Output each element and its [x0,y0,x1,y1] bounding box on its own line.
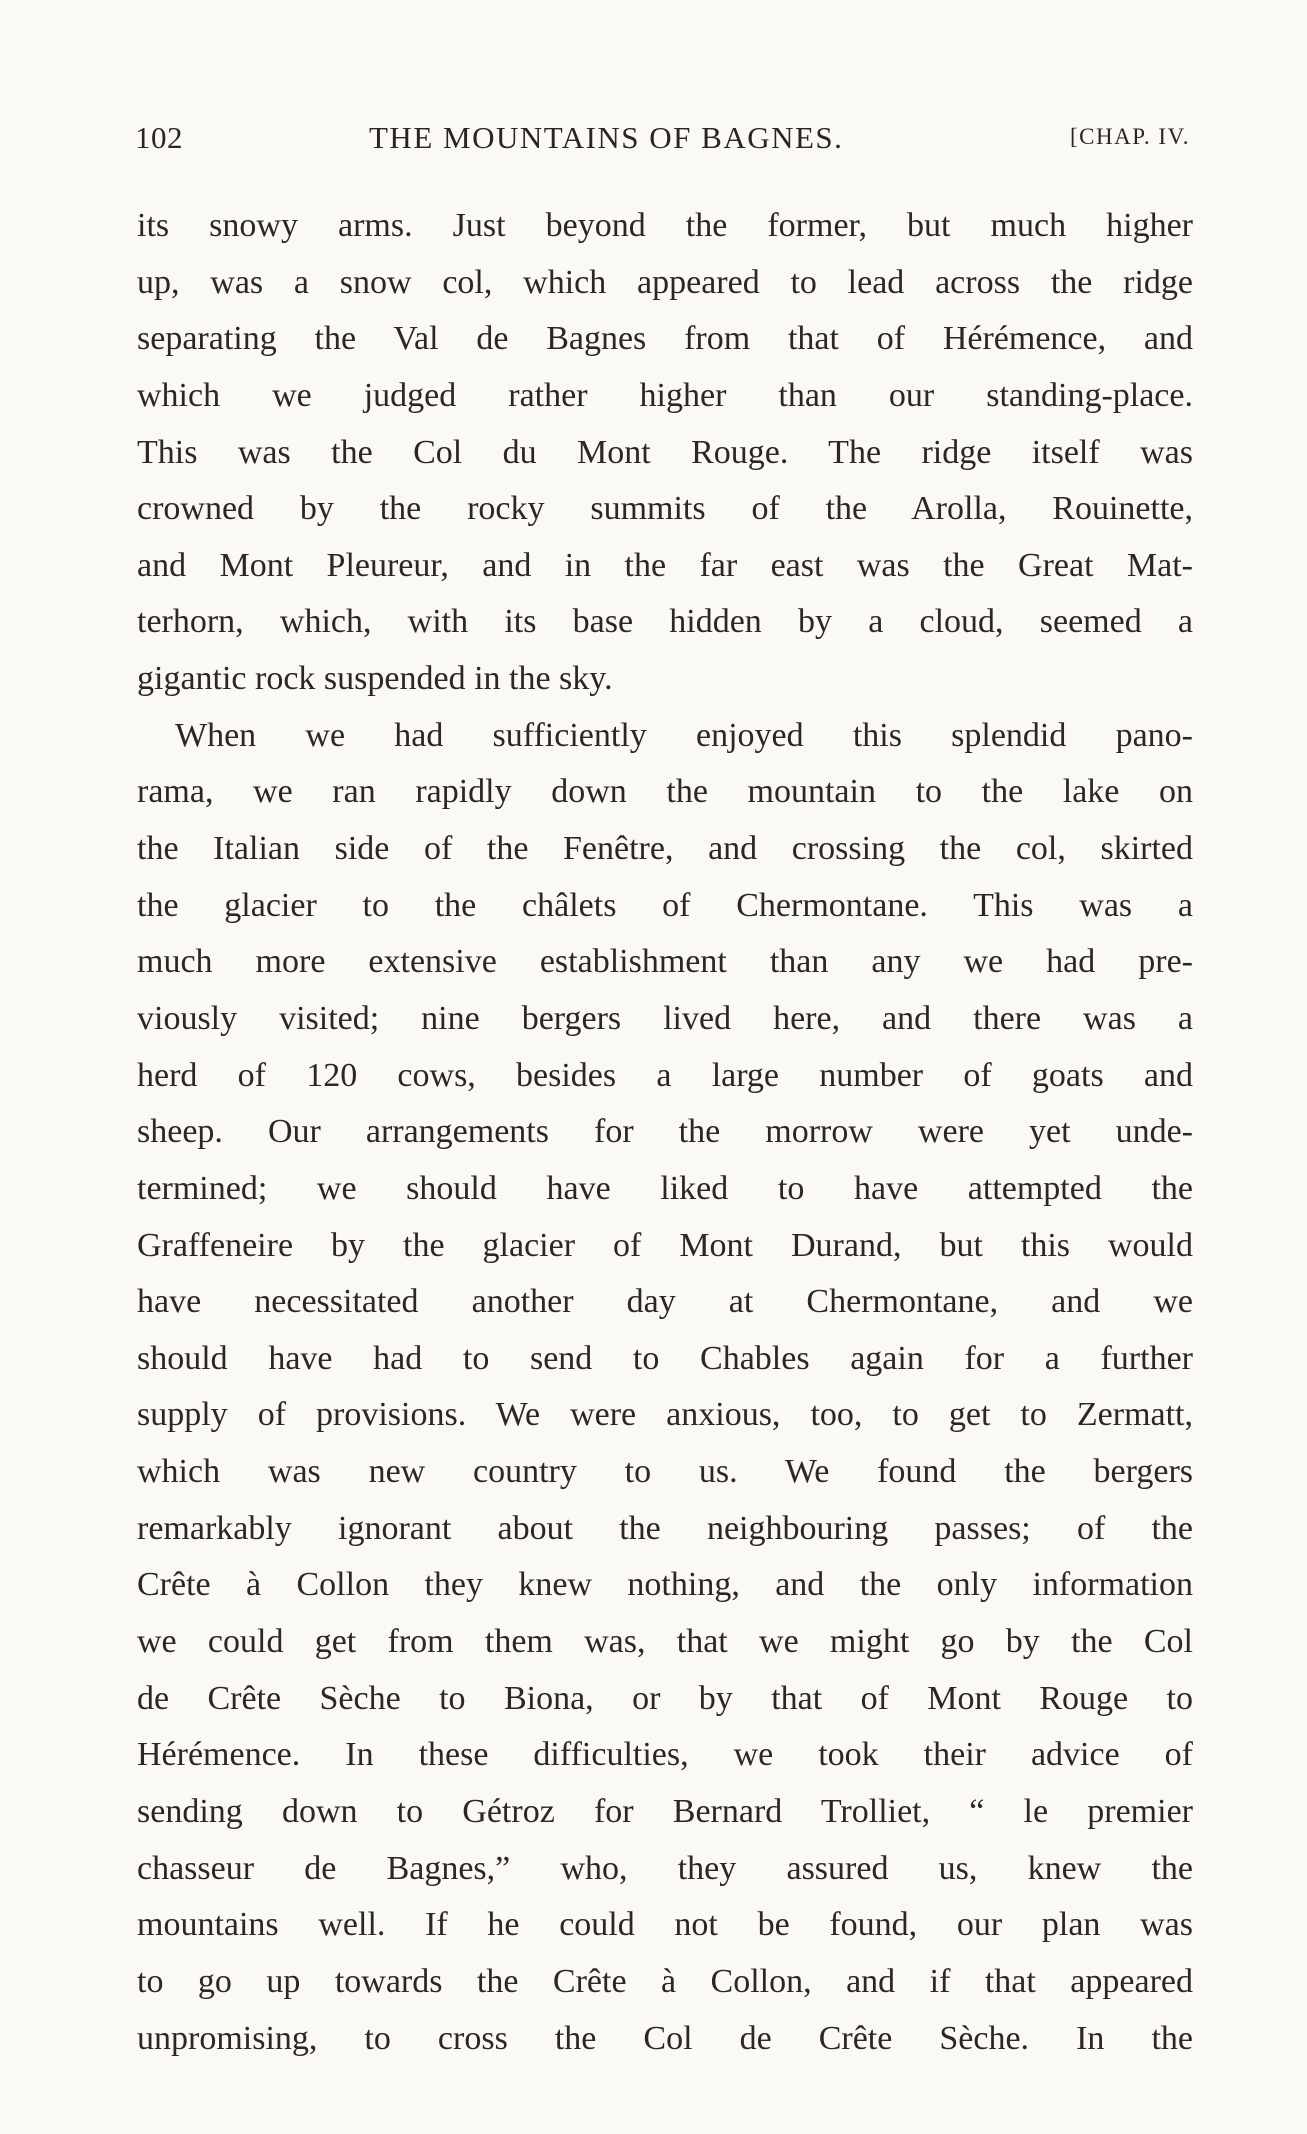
text-line: supply of provisions. We were anxious, too, to get to Zermatt, [137,1396,1193,1434]
chapter-reference: [CHAP. IV. [1069,124,1190,149]
text-line: separating the Val de Bagnes from that of Hérémence, and [137,320,1193,358]
running-head [135,120,1190,164]
text-line: which we judged rather higher than our standing-place. [137,376,1193,414]
text-line: This was the Col du Mont Rouge. The ridge itself was [137,433,1193,471]
text-line: de Crête Sèche to Biona, or by that of Mont Rouge to [137,1679,1193,1717]
text-line: and Mont Pleureur, and in the far east was the Great Mat- [137,546,1193,584]
text-line: sheep. Our arrangements for the morrow were yet unde- [137,1113,1193,1151]
body-text [137,198,1193,2067]
text-line: we could get from them was, that we might go by the Col [137,1623,1193,1661]
page-number: 102 [135,120,183,155]
text-line: should have had to send to Chables again for a further [137,1339,1193,1377]
text-line: unpromising, to cross the Col de Crête Sèche. In the [137,2019,1193,2057]
text-line: crowned by the rocky summits of the Arolla, Rouinette, [137,490,1193,528]
text-line: which was new country to us. We found the bergers [137,1453,1193,1491]
text-line: the glacier to the châlets of Chermontane. This was a [137,886,1193,924]
text-line: its snowy arms. Just beyond the former, but much higher [137,207,1193,244]
text-line: Graffeneire by the glacier of Mont Durand, but this would [137,1226,1193,1264]
text-line: termined; we should have liked to have attempted the [137,1169,1193,1207]
text-line: remarkably ignorant about the neighbouring passes; of the [137,1509,1193,1547]
running-title: THE MOUNTAINS OF BAGNES. [369,120,844,155]
text-line: the Italian side of the Fenêtre, and crossing the col, skirted [137,830,1193,868]
text-line: viously visited; nine bergers lived here, and there was a [137,999,1193,1037]
text-line: When we had sufficiently enjoyed this splendid pano- [175,716,1193,754]
text-line: Crête à Collon they knew nothing, and the only information [137,1566,1193,1604]
text-line: have necessitated another day at Chermontane, and we [137,1283,1193,1321]
text-line: sending down to Gétroz for Bernard Trolliet, “ le premier [137,1792,1193,1830]
text-line: Hérémence. In these difficulties, we took their advice of [137,1736,1193,1774]
text-line: gigantic rock suspended in the sky. [137,660,613,698]
text-line: up, was a snow col, which appeared to lead across the ridge [137,263,1193,301]
text-line: rama, we ran rapidly down the mountain to the lake on [137,773,1193,811]
text-line: mountains well. If he could not be found, our plan was [137,1906,1193,1944]
text-line: herd of 120 cows, besides a large number of goats and [137,1056,1193,1094]
text-line: terhorn, which, with its base hidden by a cloud, seemed a [137,603,1193,641]
text-line: much more extensive establishment than any we had pre- [137,943,1193,981]
text-line: chasseur de Bagnes,” who, they assured us, knew the [137,1849,1193,1887]
text-line: to go up towards the Crête à Collon, and if that appeared [137,1962,1193,2000]
